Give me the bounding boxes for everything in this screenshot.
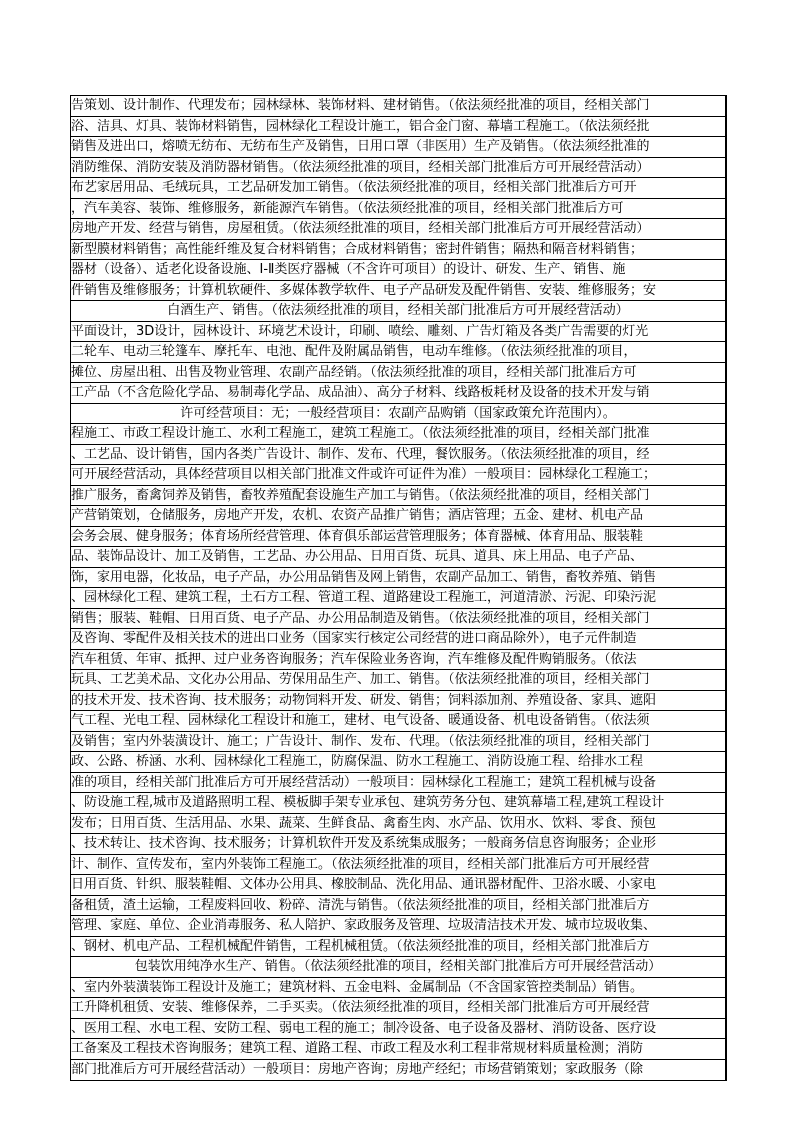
cell-text: 及销售；室内外装潢设计、施工；广告设计、制作、发布、代理。（依法须经批准的项目，经相关部门	[71, 733, 650, 749]
cell-text: 气工程、光电工程、园林绿化工程设计和施工，建材、电气设备、暖通设备、机电设备销售。（依法须	[71, 713, 650, 728]
cell-text: 玩具、工艺美术品、文化办公用品、劳保用品生产、加工、销售。（依法须经批准的项目，经相关部门	[71, 672, 650, 687]
cell-text: 销售；服装、鞋帽、日用百货、电子产品、办公用品制造及销售。（依法须经批准的项目，经相关部门	[71, 610, 650, 626]
cell-text: 推广服务，畜禽饲养及销售，畜牧养殖配套设施生产加工与销售。（依法须经批准的项目，经相关部门	[71, 487, 650, 503]
table-row	[71, 301, 725, 322]
cell-text: 、防设施工程,城市及道路照明工程、模板脚手架专业承包、建筑劳务分包、建筑幕墙工程,建筑工程设计	[71, 795, 665, 810]
cell-text: 消防维保、消防安装及消防器材销售。（依法须经批准的项目，经相关部门批准后方可开展经营活动）	[71, 159, 650, 175]
cell-text: 的技术开发、技术咨询、技术服务；动物饲料开发、研发、销售；饲料添加剂、养殖设备、家具、遮阳	[71, 692, 657, 708]
cell-text: 饰，家用电器，化妆品，电子产品，办公用品销售及网上销售，农副产品加工、销售，畜牧养殖、销售	[71, 569, 657, 585]
cell-text: 准的项目，经相关部门批准后方可开展经营活动）一般项目：园林绿化工程施工；建筑工程机械与设备	[71, 774, 657, 790]
table-row	[71, 998, 725, 1019]
table-row	[71, 875, 725, 896]
cell-text: 许可经营项目：无；一般经营项目：农副产品购销（国家政策允许范围内）。	[180, 405, 616, 421]
table-row	[71, 650, 725, 671]
cell-text: 布艺家居用品、毛绒玩具，工艺品研发加工销售。（依法须经批准的项目，经相关部门批准后方可开	[71, 180, 637, 195]
cell-text: 摊位、房屋出租、出售及物业管理、农副产品经销。（依法须经批准的项目，经相关部门批准后方可	[71, 364, 637, 380]
cell-text: 品、装饰品设计、加工及销售，工艺品、办公用品、日用百货、玩具、道具、床上用品、电子产品、	[71, 549, 644, 564]
table-row	[71, 629, 725, 650]
cell-text: 包装饮用纯净水生产、销售。（依法须经批准的项目，经相关部门批准后方可开展经营活动）	[134, 959, 662, 974]
table-row	[71, 957, 725, 978]
table-row	[71, 383, 725, 404]
cell-text: 、技术转让、技术咨询、技术服务；计算机软件开发及系统集成服务；一般商务信息咨询服务；企业形	[71, 836, 657, 851]
table-row	[71, 855, 725, 876]
table-row	[71, 916, 725, 937]
table-row	[71, 342, 725, 363]
cell-text: 工产品（不含危险化学品、易制毒化学品、成品油）、高分子材料、线路板耗材及设备的技术开发与销	[71, 385, 650, 400]
cell-text: 新型膜材料销售；高性能纤维及复合材料销售；合成材料销售；密封件销售；隔热和隔音材料销售；	[71, 241, 644, 257]
cell-text: 发布；日用百货、生活用品、水果、蔬菜、生鲜食品、禽畜生肉、水产品、饮用水、饮料、零食、预包	[71, 815, 657, 831]
table-row	[71, 404, 725, 425]
table-row	[71, 670, 725, 691]
table-row	[71, 609, 725, 630]
table-row	[71, 465, 725, 486]
table-row	[71, 281, 725, 302]
cell-text: 汽车租赁、年审、抵押、过户业务咨询服务；汽车保险业务咨询，汽车维修及配件购销服务。（依法	[71, 651, 637, 667]
table-row	[71, 814, 725, 835]
table-row	[71, 240, 725, 261]
cell-text: 销售及进出口，熔喷无纺布、无纺布生产及销售，日用口罩（非医用）生产及销售。（依法须经批准的	[71, 139, 650, 154]
table-row	[71, 424, 725, 445]
cell-text: 可开展经营活动，具体经营项目以相关部门批准文件或许可证件为准）一般项目：园林绿化工程施工；	[71, 467, 657, 482]
cell-text: 会务会展、健身服务；体育场所经营管理、体育俱乐部运营管理服务；体育器械、体育用品、服装鞋	[71, 528, 644, 544]
table-row	[71, 793, 725, 814]
table-row	[71, 978, 725, 999]
table-row	[71, 506, 725, 527]
table-row	[71, 937, 725, 958]
table-row	[71, 834, 725, 855]
table-row	[71, 158, 725, 179]
cell-text: 工备案及工程技术咨询服务；建筑工程、道路工程、市政工程及水利工程非常规材料质量检测；消防	[71, 1041, 644, 1056]
cell-text: 、医用工程、水电工程、安防工程、弱电工程的施工；制冷设备、电子设备及器材、消防设备、医疗设	[71, 1020, 657, 1036]
cell-text: 件销售及维修服务；计算机软硬件、多媒体教学软件、电子产品研发及配件销售、安装、维修服务；安	[71, 282, 657, 298]
cell-text: 告策划、设计制作、代理发布；园林绿林、装饰材料、建材销售。（依法须经批准的项目，经相关部门	[71, 98, 650, 113]
table-row	[71, 178, 725, 199]
table-row	[71, 896, 725, 917]
cell-text: 产营销策划，仓储服务，房地产开发，农机、农资产品推广销售；酒店管理；五金、建材、机电产品	[71, 508, 644, 523]
table-row	[71, 260, 725, 281]
table-row	[71, 711, 725, 732]
table-row	[71, 486, 725, 507]
table-row	[71, 691, 725, 712]
cell-text: 平面设计，3D设计，园林设计、环境艺术设计，印刷、喷绘、雕刻、广告灯箱及各类广告需要的灯光	[71, 323, 649, 339]
table-row	[71, 445, 725, 466]
business-scope-table	[70, 95, 727, 1081]
cell-text: 、工艺品、设计销售，国内各类广告设计、制作、发布、代理，餐饮服务。（依法须经批准的项目，经	[71, 446, 650, 462]
table-row	[71, 1019, 725, 1040]
table-row	[71, 322, 725, 343]
table-row	[71, 568, 725, 589]
table-row	[71, 137, 725, 158]
table-row	[71, 527, 725, 548]
table-row	[71, 752, 725, 773]
table-row	[71, 117, 725, 138]
table-row	[71, 199, 725, 220]
table-row	[71, 363, 725, 384]
cell-text: 管理、家庭、单位、企业消毒服务、私人陪护、家政服务及管理、垃圾清洁技术开发、城市垃圾收集、	[71, 918, 657, 933]
table-row	[71, 1039, 725, 1060]
cell-text: 及咨询、零配件及相关技术的进出口业务（国家实行核定公司经营的进口商品除外），电子元件制造	[71, 631, 637, 646]
cell-text: 二轮车、电动三轮篷车、摩托车、电池、配件及附属品销售，电动车维修。（依法须经批准的项目，	[71, 344, 637, 359]
table-row	[71, 773, 725, 794]
table-row	[71, 588, 725, 609]
table-row	[71, 219, 725, 240]
cell-text: 、园林绿化工程、建筑工程，土石方工程、管道工程、道路建设工程施工，河道清淤、污泥、印染污泥	[71, 590, 657, 605]
cell-text: 、室内外装潢装饰工程设计及施工；建筑材料、五金电料、金属制品（不含国家管控类制品）销售。	[71, 979, 644, 995]
table-row	[71, 547, 725, 568]
cell-text: 日用百货、针织、服装鞋帽、文体办公用具、橡胶制品、洗化用品、通讯器材配件、卫浴水暖、小家电	[71, 877, 657, 892]
cell-text: 程施工、市政工程设计施工、水利工程施工，建筑工程施工。（依法须经批准的项目，经相关部门批准	[71, 426, 650, 441]
cell-text: 部门批准后方可开展经营活动）一般项目：房地产咨询；房地产经纪；市场营销策划；家政服务（除	[71, 1061, 644, 1077]
cell-text: 、钢材、机电产品、工程机械配件销售，工程机械租赁。（依法须经批准的项目，经相关部门批准后方	[71, 938, 650, 954]
cell-text: 政、公路、桥涵、水利、园林绿化工程施工，防腐保温、防水工程施工、消防设施工程、给排水工程	[71, 754, 644, 769]
cell-text: 器材（设备）、适老化设备设施、Ⅰ-Ⅱ类医疗器械（不含许可项目）的设计、研发、生产、销售、施	[71, 262, 626, 277]
cell-text: 计、制作、宣传发布，室内外装饰工程施工。（依法须经批准的项目，经相关部门批准后方可开展经营	[71, 856, 650, 872]
cell-text: 房地产开发、经营与销售，房屋租赁。（依法须经批准的项目，经相关部门批准后方可开展经营活动）	[71, 221, 650, 236]
cell-text: 工升降机租赁、安装、维修保养，二手买卖。（依法须经批准的项目，经相关部门批准后方可开展经营	[71, 1000, 650, 1015]
cell-text: ，汽车美容、装饰、维修服务，新能源汽车销售。（依法须经批准的项目，经相关部门批准后方可	[71, 200, 624, 216]
cell-text: 备租赁，渣土运输，工程废料回收、粉碎、清洗与销售。（依法须经批准的项目，经相关部门批准后方	[71, 897, 650, 913]
cell-text: 白酒生产、销售。（依法须经批准的项目，经相关部门批准后方可开展经营活动）	[167, 303, 629, 318]
table-row	[71, 96, 725, 117]
table-row	[71, 1060, 725, 1081]
table-row	[71, 732, 725, 753]
cell-text: 浴、洁具、灯具、装饰材料销售，园林绿化工程设计施工，铝合金门窗、幕墙工程施工。（依法须经批	[71, 118, 650, 134]
